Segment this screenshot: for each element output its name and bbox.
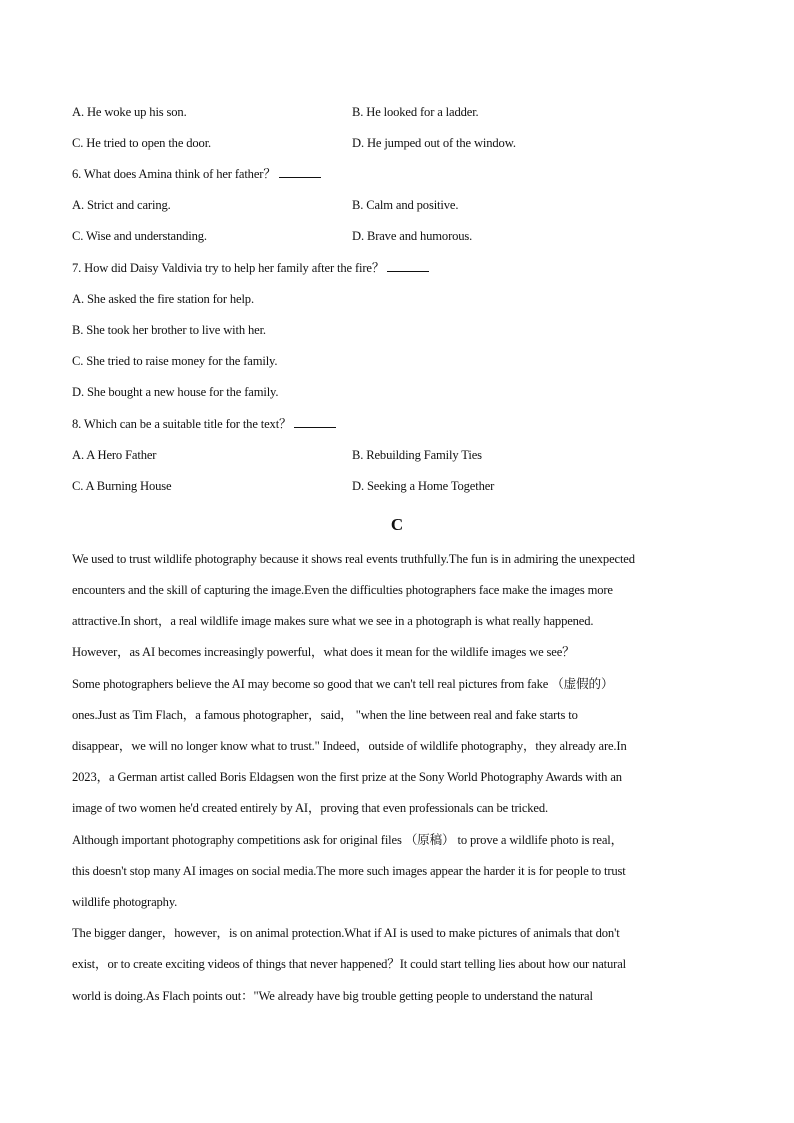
q7-option-b: B. She took her brother to live with her. — [72, 323, 266, 337]
passage-line: image of two women he'd created entirely by AI，proving that even professionals can be tricked. — [72, 801, 549, 815]
passage-line: 2023，a German artist called Boris Eldagsen won the first prize at the Sony World Photography Awards with an — [72, 770, 622, 784]
q8-option-c: C. A Burning House — [72, 479, 172, 493]
passage-line: attractive.In short，a real wildlife image makes sure what we see in a photograph is what really happened. — [72, 614, 594, 628]
passage-line: encounters and the skill of capturing the image.Even the difficulties photographers face make the images more — [72, 583, 613, 597]
passage-line: The bigger danger，however，is on animal protection.What if AI is used to make pictures of animals that don't — [72, 926, 620, 940]
q8-question-text: 8. Which can be a suitable title for the text？ — [72, 417, 292, 431]
q6-question-text: 6. What does Amina think of her father？ — [72, 167, 276, 181]
q8-option-b: B. Rebuilding Family Ties — [352, 448, 482, 462]
q6-option-a: A. Strict and caring. — [72, 198, 171, 212]
q6-question — [72, 166, 321, 182]
q8-question — [72, 416, 336, 432]
q5-option-a: A. He woke up his son. — [72, 105, 187, 119]
q6-option-d: D. Brave and humorous. — [352, 229, 473, 243]
answer-blank — [294, 417, 336, 428]
passage-line: We used to trust wildlife photography because it shows real events truthfully.The fun is in admiring the unexpected — [72, 552, 635, 566]
passage-line: Some photographers believe the AI may become so good that we can't tell real pictures from fake （虚假的） — [72, 677, 614, 691]
passage-line: exist，or to create exciting videos of things that never happened？It could start telling lies about how our natural — [72, 957, 627, 971]
q5-option-c: C. He tried to open the door. — [72, 136, 212, 150]
q7-question — [72, 260, 429, 276]
q8-option-d: D. Seeking a Home Together — [352, 479, 495, 493]
passage-line: this doesn't stop many AI images on social media.The more such images appear the harder it is for people to trust — [72, 864, 626, 878]
passage-line: wildlife photography. — [72, 895, 178, 909]
passage-line: However，as AI becomes increasingly powerful，what does it mean for the wildlife images we see？ — [72, 645, 575, 659]
answer-blank — [387, 261, 429, 272]
q6-option-c: C. Wise and understanding. — [72, 229, 207, 243]
q7-option-a: A. She asked the fire station for help. — [72, 292, 254, 306]
section-heading: C — [390, 515, 404, 534]
passage-line: Although important photography competitions ask for original files （原稿） to prove a wildlife photo is real， — [72, 833, 624, 847]
q7-option-c: C. She tried to raise money for the family. — [72, 354, 278, 368]
q6-option-b: B. Calm and positive. — [352, 198, 459, 212]
passage-line: world is doing.As Flach points out："We already have big trouble getting people to understand the natural — [72, 989, 593, 1003]
q8-option-a: A. A Hero Father — [72, 448, 157, 462]
answer-blank — [279, 167, 321, 178]
q5-option-b: B. He looked for a ladder. — [352, 105, 479, 119]
q7-option-d: D. She bought a new house for the family. — [72, 385, 279, 399]
passage-line: disappear，we will no longer know what to trust." Indeed，outside of wildlife photography，they already are.In — [72, 739, 627, 753]
passage-line: ones.Just as Tim Flach，a famous photographer，said， "when the line between real and fake starts to — [72, 708, 578, 722]
q5-option-d: D. He jumped out of the window. — [352, 136, 516, 150]
q7-question-text: 7. How did Daisy Valdivia try to help her family after the fire？ — [72, 261, 385, 275]
